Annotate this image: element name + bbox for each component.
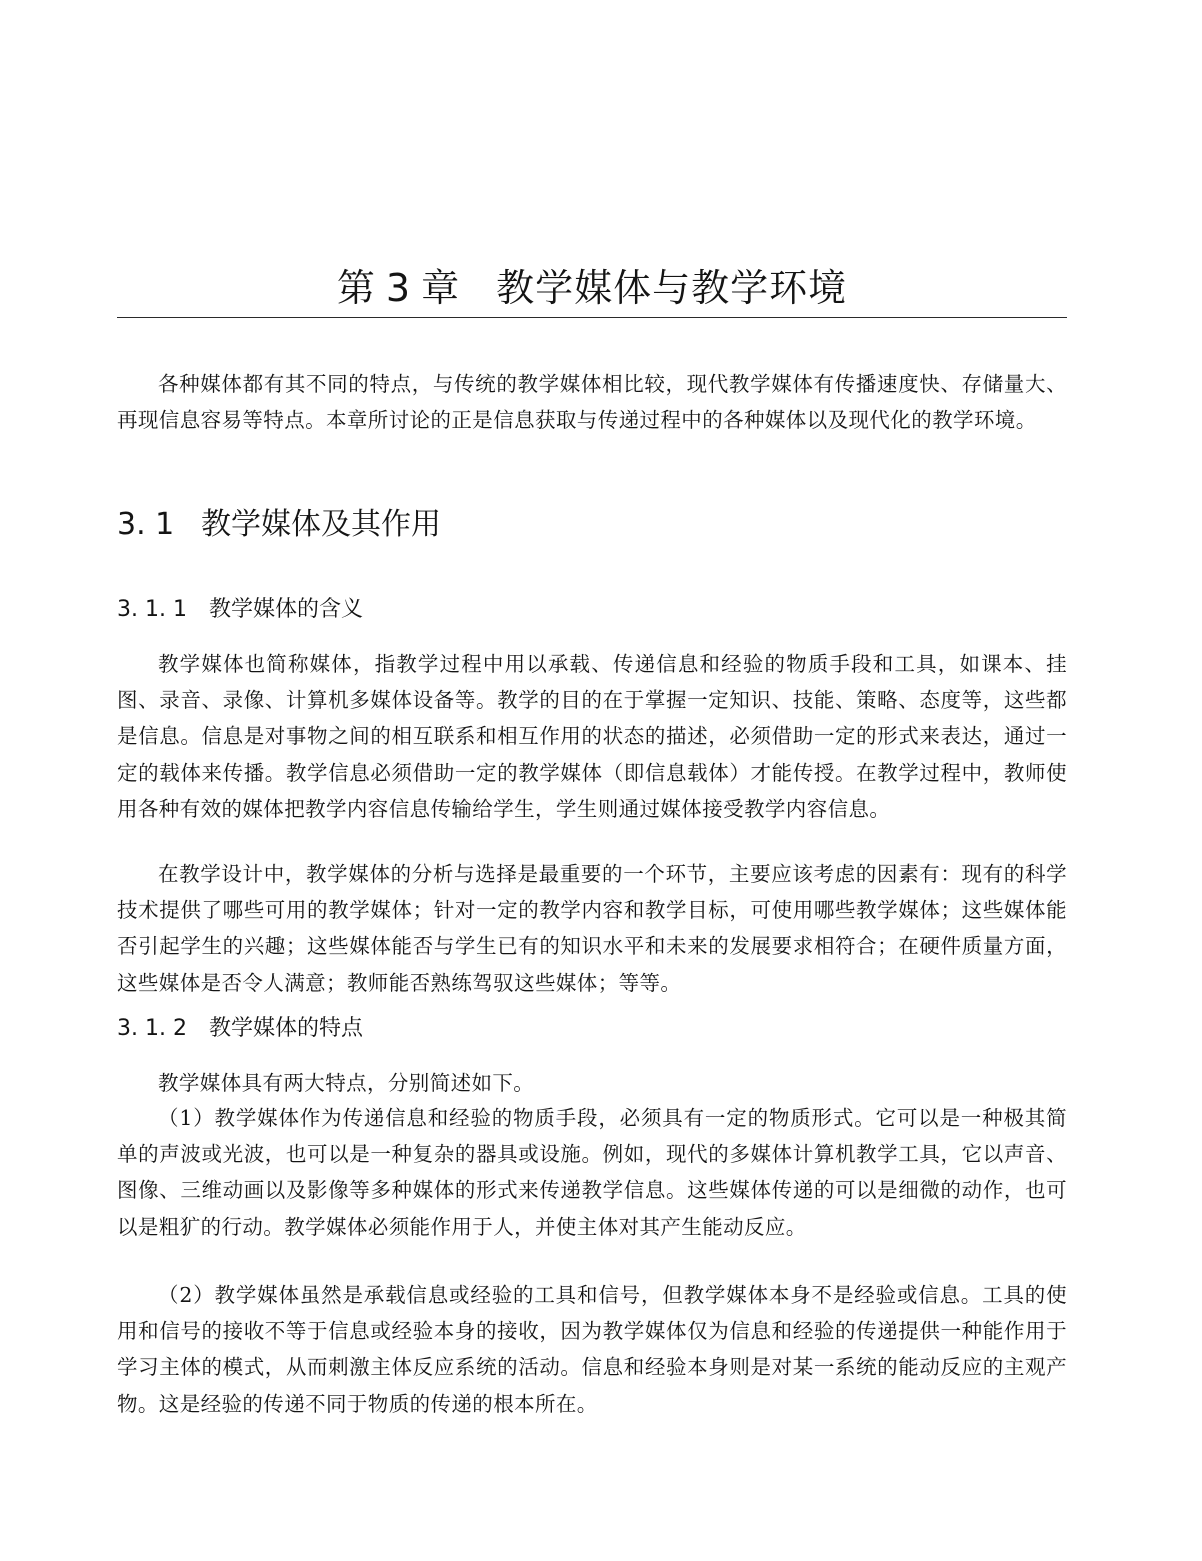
- chapter-number: 3: [385, 266, 412, 310]
- body-paragraph: 在教学设计中，教学媒体的分析与选择是最重要的一个环节，主要应该考虑的因素有：现有的科学技术提供了哪些可用的教学媒体；针对一定的教学内容和教学目标，可使用哪些教学媒体；这些媒体能否引起学生的兴趣；这些媒体能否与学生已有的知识水平和未来的发展要求相符合；在硬件质量方面，这些媒体是否令人满意；教师能否熟练驾驭这些媒体；等等。: [117, 862, 1067, 995]
- subsection-title: 教学媒体的特点: [209, 1016, 364, 1041]
- body-paragraph: 教学媒体也简称媒体，指教学过程中用以承载、传递信息和经验的物质手段和工具，如课本、挂图、录音、录像、计算机多媒体设备等。教学的目的在于掌握一定知识、技能、策略、态度等，这些都是信息。信息是对事物之间的相互联系和相互作用的状态的描述，必须借助一定的形式来表达，通过一定的载体来传播。教学信息必须借助一定的教学媒体（即信息载体）才能传授。在教学过程中，教师使用各种有效的媒体把教学内容信息传输给学生，学生则通过媒体接受教学内容信息。: [117, 652, 1067, 821]
- chapter-header: [117, 262, 1067, 318]
- section-title: 教学媒体及其作用: [201, 507, 441, 542]
- subsection-number: 3. 1. 1: [117, 597, 187, 622]
- subsection-heading-3-1-1: [117, 593, 363, 627]
- chapter-title-text: 教学媒体与教学环境: [496, 266, 848, 310]
- subsection-number: 3. 1. 2: [117, 1016, 187, 1041]
- section-number: 3. 1: [117, 507, 175, 542]
- body-paragraph: 教学媒体具有两大特点，分别简述如下。: [158, 1071, 535, 1095]
- chapter-prefix: 第: [336, 266, 376, 310]
- subsection-heading-3-1-2: [117, 1012, 363, 1046]
- document-page: [117, 0, 1067, 1561]
- numbered-paragraph-2: （2）教学媒体虽然是承载信息或经验的工具和信号，但教学媒体本身不是经验或信息。工具的使用和信号的接收不等于信息或经验本身的接收，因为教学媒体仅为信息和经验的传递提供一种能作用于学习主体的模式，从而刺激主体反应系统的活动。信息和经验本身则是对某一系统的能动反应的主观产物。这是经验的传递不同于物质的传递的根本所在。: [117, 1283, 1067, 1416]
- section-heading-3-1: [117, 503, 441, 547]
- numbered-paragraph-1: （1）教学媒体作为传递信息和经验的物质手段，必须具有一定的物质形式。它可以是一种极其简单的声波或光波，也可以是一种复杂的器具或设施。例如，现代的多媒体计算机教学工具，它以声音、图像、三维动画以及影像等多种媒体的形式来传递教学信息。这些媒体传递的可以是细微的动作，也可以是粗犷的行动。教学媒体必须能作用于人，并使主体对其产生能动反应。: [117, 1106, 1067, 1239]
- subsection-title: 教学媒体的含义: [209, 597, 364, 622]
- intro-paragraph: 各种媒体都有其不同的特点，与传统的教学媒体相比较，现代教学媒体有传播速度快、存储量大、再现信息容易等特点。本章所讨论的正是信息获取与传递过程中的各种媒体以及现代化的教学环境。: [117, 372, 1067, 433]
- chapter-title: [117, 262, 1067, 314]
- chapter-suffix: 章: [421, 266, 461, 310]
